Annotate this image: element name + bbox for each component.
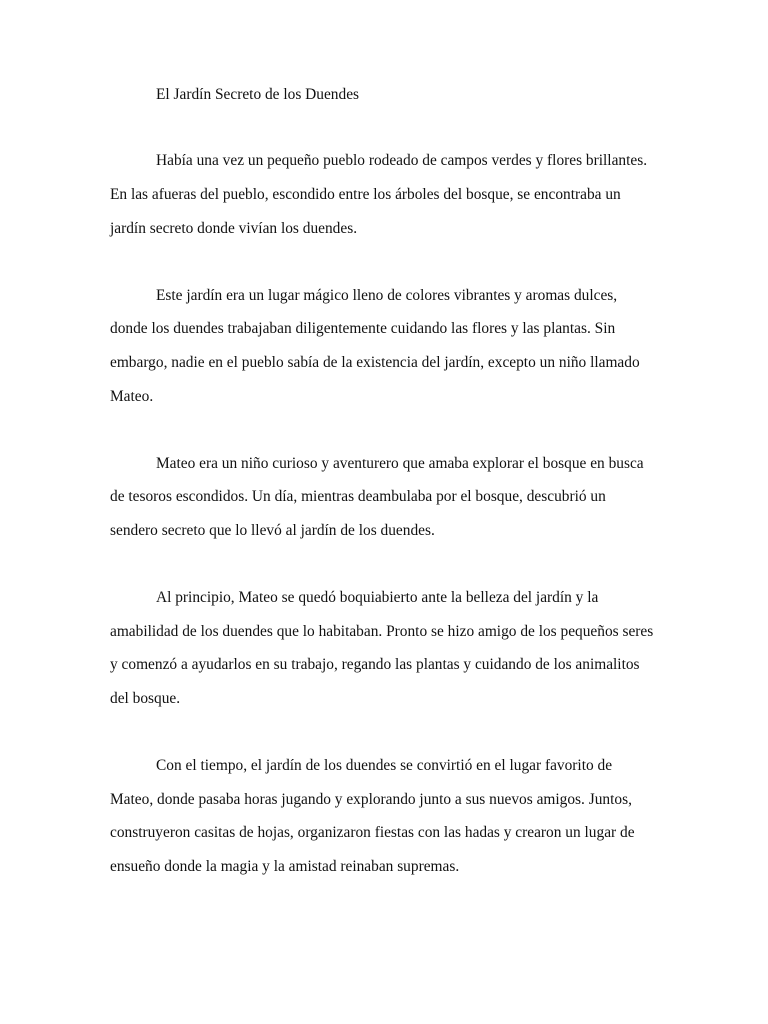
paragraph-4-line-2: amabilidad de los duendes que lo habitaban. Pronto se hizo amigo de los pequeños seres xyxy=(110,623,654,640)
paragraph-1-line-1: Había una vez un pequeño pueblo rodeado de campos verdes y flores brillantes. xyxy=(156,152,648,169)
paragraph-1-line-2: En las afueras del pueblo, escondido entre los árboles del bosque, se encontraba un xyxy=(110,186,621,203)
paragraph-5-line-2: Mateo, donde pasaba horas jugando y explorando junto a sus nuevos amigos. Juntos, xyxy=(110,791,632,808)
paragraph-2-line-4: Mateo. xyxy=(110,388,154,405)
paragraph-3-line-2: de tesoros escondidos. Un día, mientras deambulaba por el bosque, descubrió un xyxy=(110,488,606,505)
paragraph-2-line-3: embargo, nadie en el pueblo sabía de la existencia del jardín, excepto un niño llamado xyxy=(110,354,640,371)
paragraph-1-line-3: jardín secreto donde vivían los duendes. xyxy=(110,220,358,237)
paragraph-4-line-4: del bosque. xyxy=(110,690,181,707)
paragraph-5-line-3: construyeron casitas de hojas, organizaron fiestas con las hadas y crearon un lugar de xyxy=(110,824,635,841)
paragraph-3-line-1: Mateo era un niño curioso y aventurero que amaba explorar el bosque en busca xyxy=(156,455,644,472)
paragraph-4-line-3: y comenzó a ayudarlos en su trabajo, regando las plantas y cuidando de los animalitos xyxy=(110,656,640,673)
paragraph-5-line-4: ensueño donde la magia y la amistad reinaban supremas. xyxy=(110,858,460,875)
paragraph-2-line-2: donde los duendes trabajaban diligentemente cuidando las flores y las plantas. Sin xyxy=(110,320,616,337)
paragraph-4-line-1: Al principio, Mateo se quedó boquiabierto ante la belleza del jardín y la xyxy=(156,589,599,606)
document-title: El Jardín Secreto de los Duendes xyxy=(156,86,360,103)
paragraph-5-line-1: Con el tiempo, el jardín de los duendes se convirtió en el lugar favorito de xyxy=(156,757,613,774)
paragraph-2-line-1: Este jardín era un lugar mágico lleno de colores vibrantes y aromas dulces, xyxy=(156,287,618,304)
paragraph-3-line-3: sendero secreto que lo llevó al jardín de los duendes. xyxy=(110,522,435,539)
